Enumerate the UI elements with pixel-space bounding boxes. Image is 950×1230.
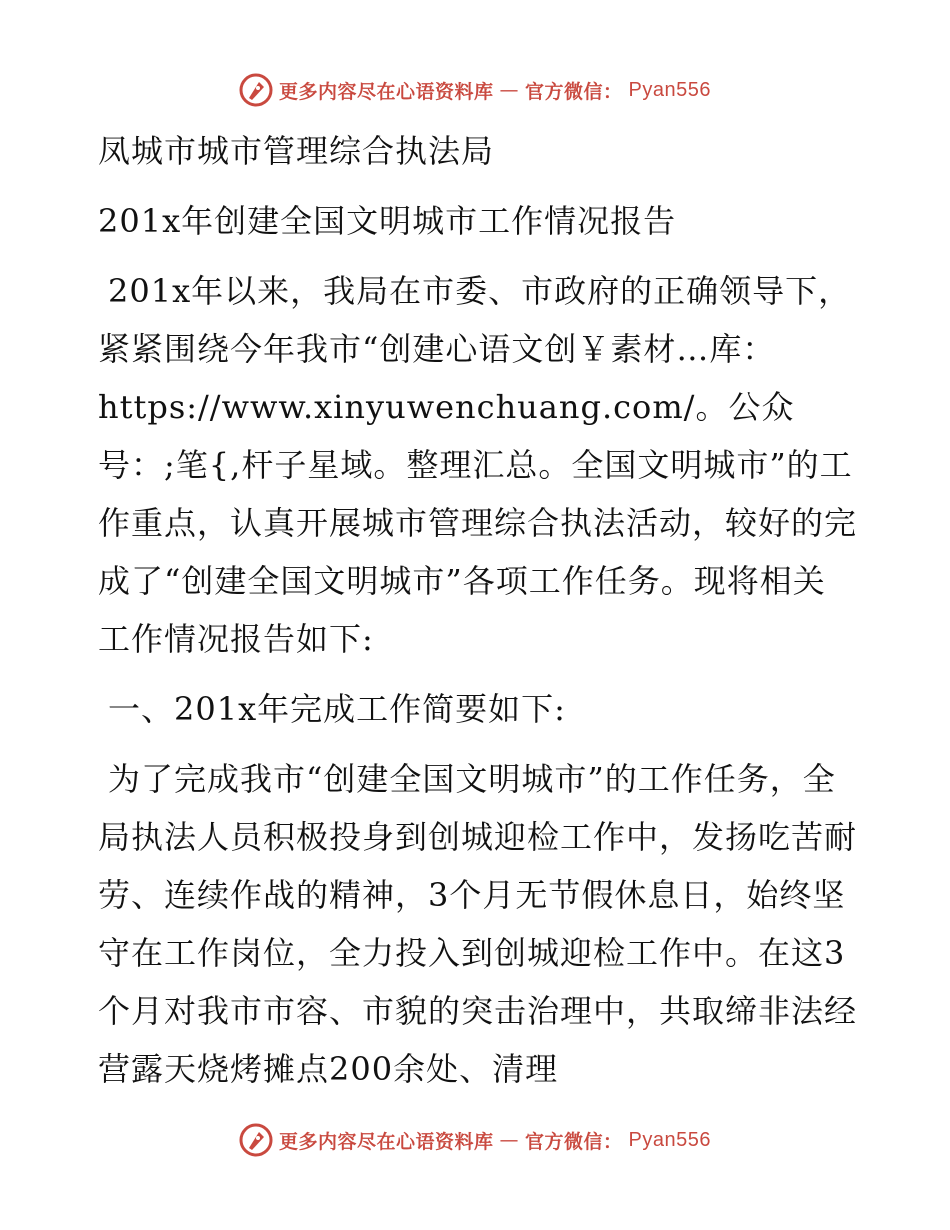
section-heading-1: 一、201x年完成工作简要如下: bbox=[108, 690, 566, 728]
banner-dash: — bbox=[499, 79, 520, 101]
banner-dash: — bbox=[499, 1129, 520, 1151]
banner-official-label: 官方微信： bbox=[525, 1130, 623, 1153]
paragraph-intro: 201x年以来，我局在市委、市政府的正确领导下，紧紧围绕今年我市“创建心语文创￥素材…库：https://www.xinyuwenchuang.com/。公众号：;笔{,杆子星域。整理汇总。全国文明城市”的工作重点，认真开展城市管理综合执法活动，较好的完成了“创建全国文明城市”各项工作任务。现将相关工作情况报告如下: bbox=[98, 272, 858, 658]
pen-nib-icon bbox=[239, 1123, 273, 1157]
banner-wechat-id: Pyan556 bbox=[628, 78, 711, 101]
paragraph-section-1: 为了完成我市“创建全国文明城市”的工作任务，全局执法人员积极投身到创城迎检工作中，发扬吃苦耐劳、连续作战的精神，3个月无节假休息日，始终坚守在工作岗位，全力投入到创城迎检工作中。在这3个月对我市市容、市貌的突击治理中，共取缔非法经营露天烧烤摊点200余处、清理 bbox=[98, 760, 858, 1088]
banner-slogan: 更多内容尽在心语资料库 bbox=[279, 1130, 494, 1153]
footer-banner bbox=[0, 1120, 950, 1160]
org-title: 凤城市城市管理综合执法局 bbox=[98, 132, 495, 170]
banner-wechat-id: Pyan556 bbox=[628, 1128, 711, 1151]
header-banner bbox=[0, 70, 950, 110]
banner-slogan: 更多内容尽在心语资料库 bbox=[279, 80, 494, 103]
pen-nib-icon bbox=[239, 73, 273, 107]
document-body bbox=[98, 122, 858, 1098]
report-title: 201x年创建全国文明城市工作情况报告 bbox=[98, 202, 677, 240]
banner-official-label: 官方微信： bbox=[525, 80, 623, 103]
